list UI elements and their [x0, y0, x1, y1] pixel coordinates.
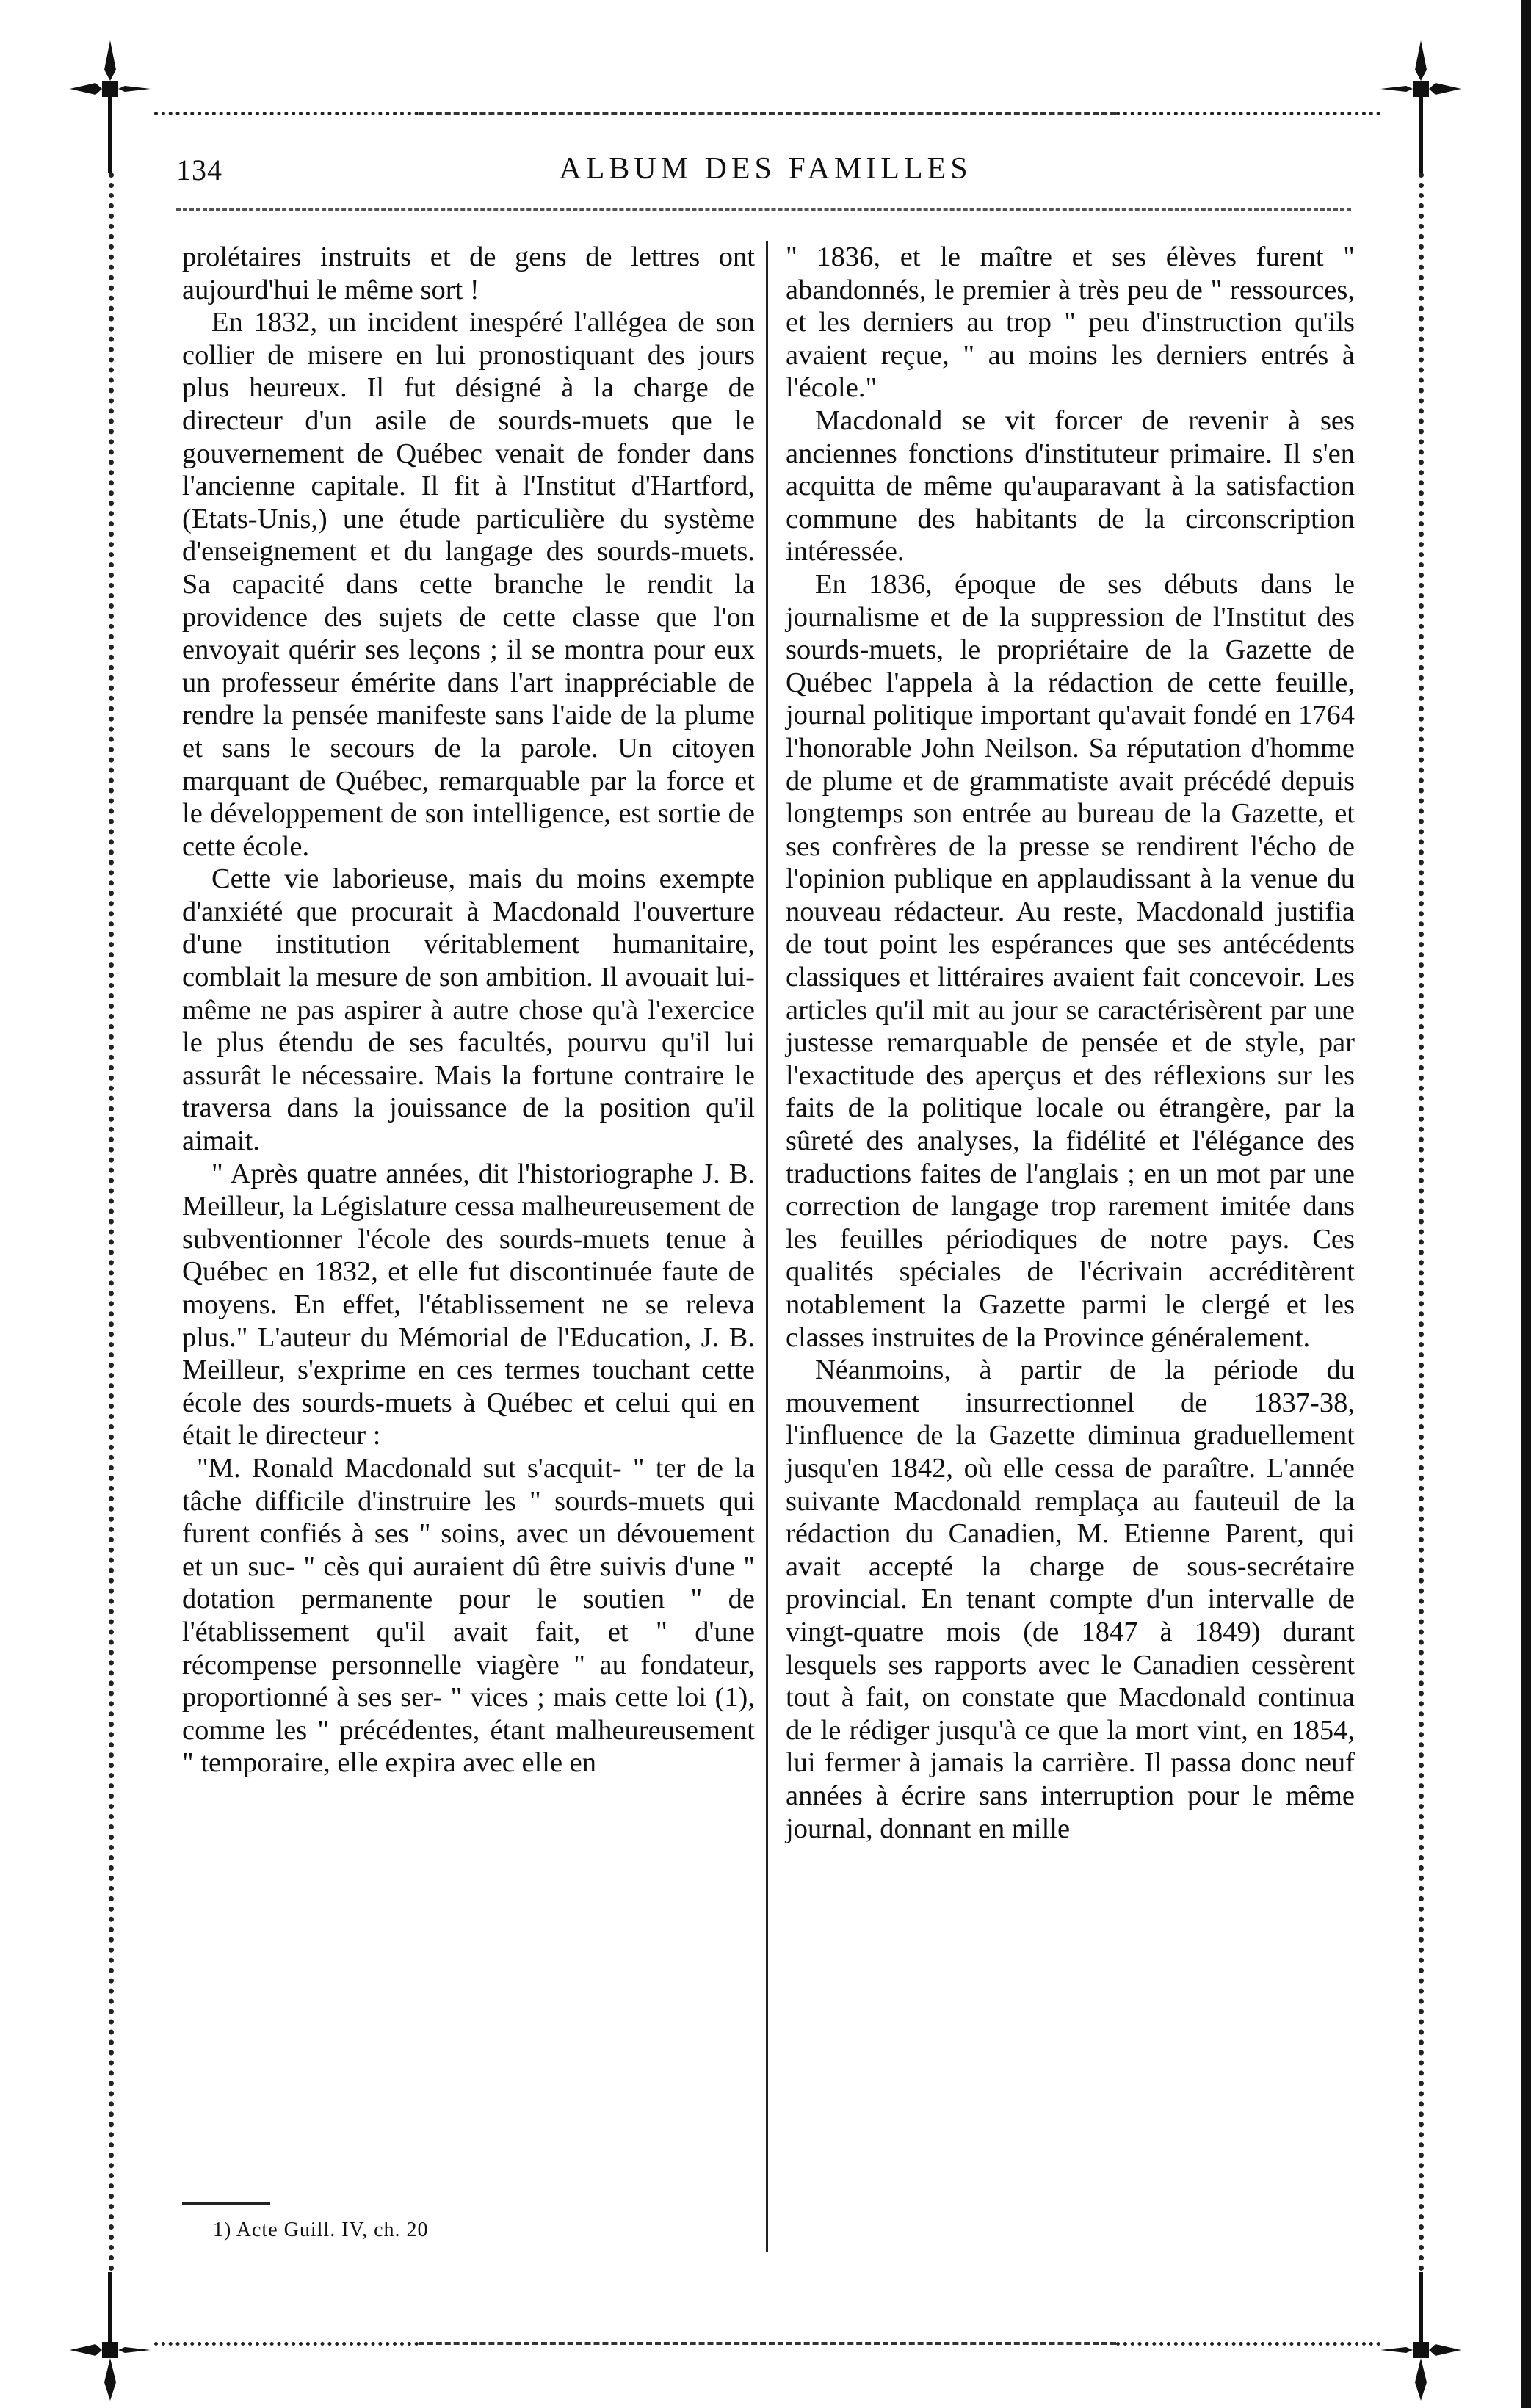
footnote-rule	[182, 2202, 270, 2205]
scan-edge-bar	[1521, 0, 1531, 2408]
left-column	[182, 241, 755, 1780]
right-border-dots	[1419, 173, 1424, 2272]
paragraph: En 1832, un incident inespéré l'allégea de son collier de misere en lui pronostiquant des jours plus heureux. Il fut désigné à la charge de directeur d'un asile de sourds-muets que le gouvernement de Québec venait de fonder dans l'ancienne capitale. Il fit à l'Institut d'Hartford, (Etats-Unis,) une étude particulière du système d'enseignement et du langage des sourds-muets. Sa capacité dans cette branche le rendit la providence des sujets de cette classe que l'on envoyait quérir ses leçons ; il se montra pour eux un professeur émérite dans l'art inappréciable de rendre la pensée manifeste sans l'aide de la plume et sans le secours de la parole. Un citoyen marquant de Québec, remarquable par la force et le développement de son intelligence, est sortie de cette école.	[182, 307, 755, 862]
bottom-right-ornament	[1380, 2272, 1461, 2404]
fleuron-icon	[70, 2272, 151, 2404]
fleuron-icon	[1380, 2272, 1461, 2404]
top-border-wave	[419, 112, 1116, 115]
quoted-paragraph: " 1836, et le maître et ses élèves furent " abandonnés, le premier à très peu de " ressources, et les derniers au trop " peu d'instruction qu'ils avaient reçue, " au moins les derniers entrés à l'école."	[786, 242, 1355, 404]
paragraph: Cette vie laborieuse, mais du moins exempte d'anxiété que procurait à Macdonald l'ouverture d'une institution véritablement humanitaire, comblait la mesure de son ambition. Il avouait lui-même ne pas aspirer à autre chose qu'à l'exercice le plus étendu de ses facultés, pourvu qu'il lui assurât le nécessaire. Mais la fortune contraire le traversa dans la jouissance de la position qu'il aimait.	[182, 863, 755, 1157]
right-column	[786, 241, 1355, 1845]
paragraph: Macdonald se vit forcer de revenir à ses anciennes fonctions d'instituteur primaire. Il s'en acquitta de même qu'auparavant à la satisfaction commune des habitants de la circonscription intéressée.	[786, 405, 1355, 567]
paragraph: prolétaires instruits et de gens de lettres ont aujourd'hui le même sort !	[182, 242, 755, 305]
running-head: ALBUM DES FAMILLES	[559, 152, 972, 186]
bottom-border-dots-left	[154, 2342, 419, 2346]
paragraph: Néanmoins, à partir de la période du mouvement insurrectionnel de 1837-38, l'influence de la Gazette diminua graduellement jusqu'en 1842, où elle cessa de paraître. L'année suivante Macdonald remplaça au fauteuil de la rédaction du Canadien, M. Etienne Parent, qui avait accepté la charge de sous-secrétaire provincial. En tenant compte d'un intervalle de vingt-quatre mois (de 1847 à 1849) durant lesquels ses rapports avec le Canadien cessèrent tout à fait, on constate que Macdonald continua de le rédiger jusqu'à ce que la mort vint, en 1854, lui fermer à jamais la carrière. Il passa donc neuf années à écrire sans interruption pour le même journal, donnant en mille	[786, 1354, 1355, 1844]
top-border-dots-left	[154, 112, 419, 115]
left-border-dots	[109, 173, 114, 2272]
bottom-left-ornament	[70, 2272, 151, 2404]
quoted-paragraph: "M. Ronald Macdonald sut s'acquit- " ter de la tâche difficile d'instruire les " sourds-muets qui furent confiés à ses " soins, avec un dévouement et un suc- " cès qui auraient dû être suivis d'une " dotation permanente pour le soutien " de l'établissement qu'il avait fait, et " d'une récompense personnelle viagère " au fondateur, proportionné à ses ser- " vices ; mais cette loi (1), comme les " précédentes, étant malheureusement " temporaire, elle expira avec elle en	[182, 1452, 755, 1779]
top-border-dots-right	[1116, 112, 1380, 115]
paragraph: " Après quatre années, dit l'historiographe J. B. Meilleur, la Législature cessa malheureusement de subventionner l'école des sourds-muets tenue à Québec en 1832, et elle fut discontinuée faute de moyens. En effet, l'établissement ne se releva plus." L'auteur du Mémorial de l'Education, J. B. Meilleur, s'exprime en ces termes touchant cette école des sourds-muets à Québec et celui qui en était le directeur :	[182, 1158, 755, 1451]
column-divider	[766, 241, 768, 2252]
bottom-border-wave	[419, 2342, 1116, 2345]
header-rule	[176, 208, 1351, 211]
page-number: 134	[176, 153, 222, 186]
paragraph: En 1836, époque de ses débuts dans le journalisme et de la suppression de l'Institut des sourds-muets, le propriétaire de la Gazette de Québec l'appela à la rédaction de cette feuille, journal politique important qu'avait fondé en 1764 l'honorable John Neilson. Sa réputation d'homme de plume et de grammatiste avait précédé depuis longtemps son entrée au bureau de la Gazette, et ses confrères de la presse se rendirent l'écho de l'opinion publique en applaudissant à la venue du nouveau rédacteur. Au reste, Macdonald justifia de tout point les espérances que ses antécédents classiques et littéraires avaient fait concevoir. Les articles qu'il mit au jour se caractérisèrent par une justesse remarquable de pensée et de style, par l'exactitude des aperçus et des réflexions sur les faits de la politique locale ou étrangère, par la sûreté des analyses, la fidélité et l'élégance des traductions faites de l'anglais ; en un mot par une correction de langage trop rarement imitée dans les feuilles périodiques de notre pays. Ces qualités spéciales de l'écrivain accréditèrent notablement la Gazette parmi le clergé et les classes instruites de la Province généralement.	[786, 568, 1355, 1353]
footnote: 1) Acte Guill. IV, ch. 20	[213, 2219, 429, 2241]
bottom-border-dots-right	[1116, 2342, 1380, 2346]
